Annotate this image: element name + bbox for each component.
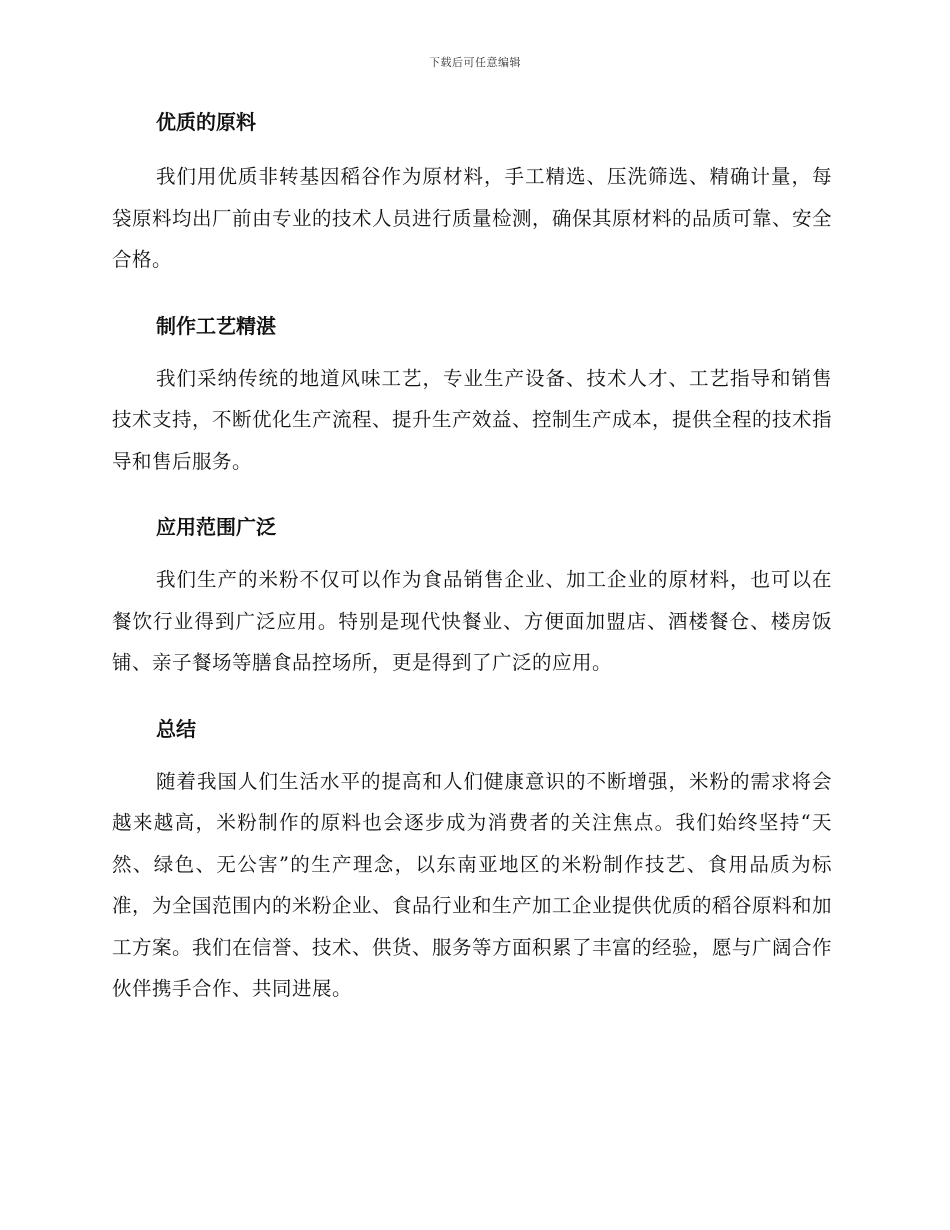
section-paragraph: 我们采纳传统的地道风味工艺，专业生产设备、技术人才、工艺指导和销售技术支持，不断优化生产流程、提升生产效益、控制生产成本，提供全程的技术指导和售后服务。 [112, 366, 833, 473]
section-heading: 制作工艺精湛 [156, 313, 276, 338]
section-paragraph: 我们用优质非转基因稻谷作为原材料，手工精选、压洗筛选、精确计量，每袋原料均出厂前由专业的技术人员进行质量检测，确保其原材料的品质可靠、安全合格。 [112, 165, 833, 271]
page-header: 下载后可任意编辑 [429, 56, 521, 69]
section-heading: 总结 [156, 716, 196, 741]
section-craftsmanship [112, 312, 832, 483]
section-quality-materials [112, 108, 832, 281]
section-heading: 优质的原料 [156, 110, 256, 134]
section-paragraph: 我们生产的米粉不仅可以作为食品销售企业、加工企业的原材料，也可以在餐饮行业得到广泛应用。特别是现代快餐业、方便面加盟店、酒楼餐仓、楼房饭铺、亲子餐场等膳食品控场所，更是得到了广泛的应用。 [112, 568, 832, 674]
section-applications [112, 513, 832, 684]
section-paragraph: 随着我国人们生活水平的提高和人们健康意识的不断增强，米粉的需求将会越来越高，米粉制作的原料也会逐步成为消费者的关注焦点。我们始终坚持“天然、绿色、无公害”的生产理念，以东南亚地区的米粉制作技艺、食用品质为标准，为全国范围内的米粉企业、食品行业和生产加工企业提供优质的稻谷原料和加工方案。我们在信誉、技术、供货、服务等方面积累了丰富的经验，愿与广阔合作伙伴携手合作、共同进展。 [112, 769, 833, 1000]
section-heading: 应用范围广泛 [156, 515, 276, 539]
document-body [112, 108, 832, 1010]
section-summary [112, 715, 832, 1010]
